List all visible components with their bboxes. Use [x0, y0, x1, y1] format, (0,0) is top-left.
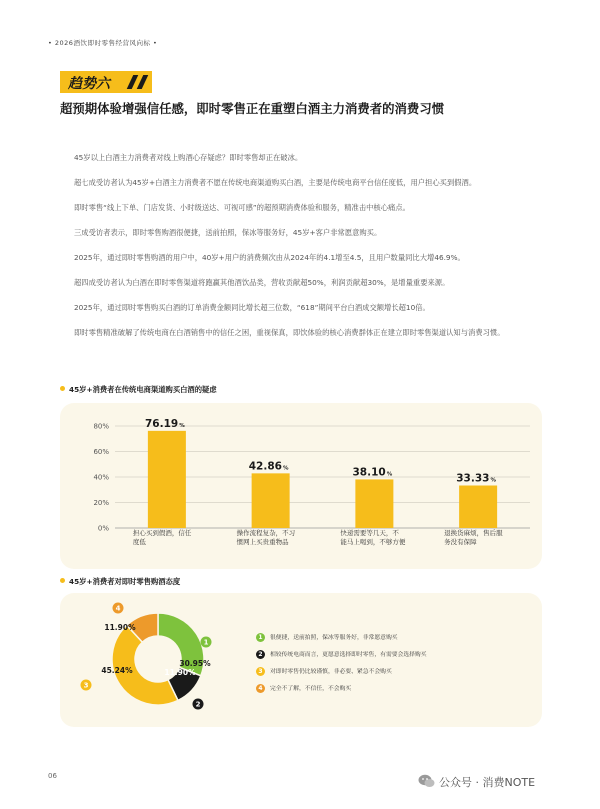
paragraph: 2025年，通过即时零售购买白酒的订单消费金额同比增长超三位数，“618”期间平台白酒成交额增长超10倍。: [74, 303, 430, 312]
paragraph: 即时零售“线上下单、门店发货、小时级送达、可视可感”的超预期消费体验和服务，精准击中核心痛点。: [74, 203, 410, 212]
bullet-icon: [60, 578, 65, 583]
bar-chart-panel: [60, 403, 542, 569]
paragraph: 2025年，通过即时零售购酒的用户中，40岁+用户的消费频次由从2024年的4.1增至4.5，且用户数量同比大增46.9%。: [74, 253, 465, 262]
donut-chart-title-text: 45岁+消费者对即时零售购酒态度: [69, 577, 181, 586]
data-label-unit: %: [282, 465, 289, 472]
y-tick-label: 40%: [93, 473, 109, 482]
data-label: 38.10%: [352, 466, 393, 479]
legend-item: [256, 633, 526, 650]
slice-badge-number: 1: [203, 638, 209, 647]
data-label-unit: %: [490, 477, 496, 484]
donut-chart: [60, 593, 250, 727]
slice-badge-number: 4: [115, 604, 121, 613]
y-tick-label: 0%: [97, 524, 109, 533]
bar: [252, 473, 290, 528]
donut-chart-panel: [60, 593, 542, 727]
legend-item: [256, 667, 526, 684]
y-tick-label: 80%: [93, 422, 109, 431]
data-label: 76.19%: [145, 417, 185, 430]
data-label-unit: %: [179, 422, 185, 429]
legend-badge: 1: [256, 633, 265, 642]
slice-value-label: 11.90%: [104, 623, 136, 632]
legend-badge: 4: [256, 684, 265, 693]
running-header: • 2026酒饮即时零售经营风向标 •: [48, 39, 158, 47]
watermark: 公众号 · 消费NOTE: [439, 776, 536, 789]
paragraph: 45岁以上白酒主力消费者对线上购酒心存疑虑？即时零售却正在破冰。: [74, 153, 303, 162]
legend-label: 完全不了解，不信任，不会购买: [270, 686, 352, 692]
bar-chart: [60, 403, 542, 569]
bar: [148, 431, 186, 528]
x-tick-label: 度低: [132, 538, 146, 546]
legend-label: 很便捷，送前拍照，保冰等服务好，非常愿意购买: [270, 635, 398, 641]
bar: [355, 479, 393, 528]
bar-chart-title: [60, 385, 217, 395]
trend-tag: [60, 71, 152, 93]
x-tick-label: 退换货麻烦，售后服: [444, 529, 503, 537]
x-tick-label: 能马上喝到，不够方便: [340, 538, 406, 546]
bar: [459, 486, 497, 528]
paragraph: 超四成受访者认为白酒在即时零售渠道将跑赢其他酒饮品类，营收贡献超50%，利润贡献超30%，是增量重要来源。: [74, 278, 450, 287]
paragraph: 即时零售精准破解了传统电商在白酒销售中的信任之困，重视保真，即饮体验的核心消费群体正在建立即时零售渠道认知与消费习惯。: [74, 328, 505, 337]
x-tick-label: 惯网上买贵重物品: [236, 538, 289, 546]
legend-item: [256, 684, 526, 701]
slice-value-label: 11.90%: [164, 668, 196, 677]
paragraph: 三成受访者表示，即时零售购酒很便捷，送前拍照，保冰等服务好，45岁+客户非常愿意购买。: [74, 228, 382, 237]
x-tick-label: 务没有保障: [444, 538, 477, 546]
data-label-unit: %: [386, 471, 393, 478]
body-text: [60, 152, 542, 352]
donut-legend: [256, 633, 526, 701]
trend-tag-label: 趋势六: [68, 76, 110, 92]
slice-value-label: 30.95%: [179, 659, 211, 668]
bullet-icon: [60, 386, 65, 391]
legend-label: 相较传统电商而言，更愿意选择即时零售，有需要会选择购买: [270, 652, 427, 658]
legend-item: [256, 650, 526, 667]
legend-label: 对即时零售仍比较谨慎，非必要、紧急不会购买: [270, 669, 392, 675]
data-label: 33.33%: [456, 472, 496, 485]
slice-badge-number: 3: [83, 681, 89, 690]
slice-value-label: 45.24%: [101, 666, 133, 675]
wechat-icon: [418, 774, 435, 788]
slice-badge-number: 2: [195, 700, 201, 709]
paragraph: 超七成受访者认为45岁+白酒主力消费者不愿在传统电商渠道购买白酒，主要是传统电商平台信任度低，用户担心买到假酒。: [74, 178, 477, 187]
x-tick-label: 快递需要等几天，不: [340, 529, 399, 537]
donut-chart-title: [60, 577, 180, 587]
x-tick-label: 担心买到假酒，信任: [132, 529, 192, 537]
y-tick-label: 60%: [93, 448, 109, 456]
y-tick-label: 20%: [93, 499, 109, 507]
bar-chart-title-text: 45岁+消费者在传统电商渠道购买白酒的疑虑: [69, 385, 217, 394]
page-number: 06: [48, 772, 57, 780]
legend-badge: 3: [256, 667, 265, 676]
tag-stripe-decoration: [137, 75, 149, 89]
data-label: 42.86%: [248, 460, 289, 473]
legend-badge: 2: [256, 650, 265, 659]
x-tick-label: 操作流程复杂，不习: [236, 529, 296, 537]
section-title: 超预期体验增强信任感，即时零售正在重塑白酒主力消费者的消费习惯: [60, 101, 445, 116]
